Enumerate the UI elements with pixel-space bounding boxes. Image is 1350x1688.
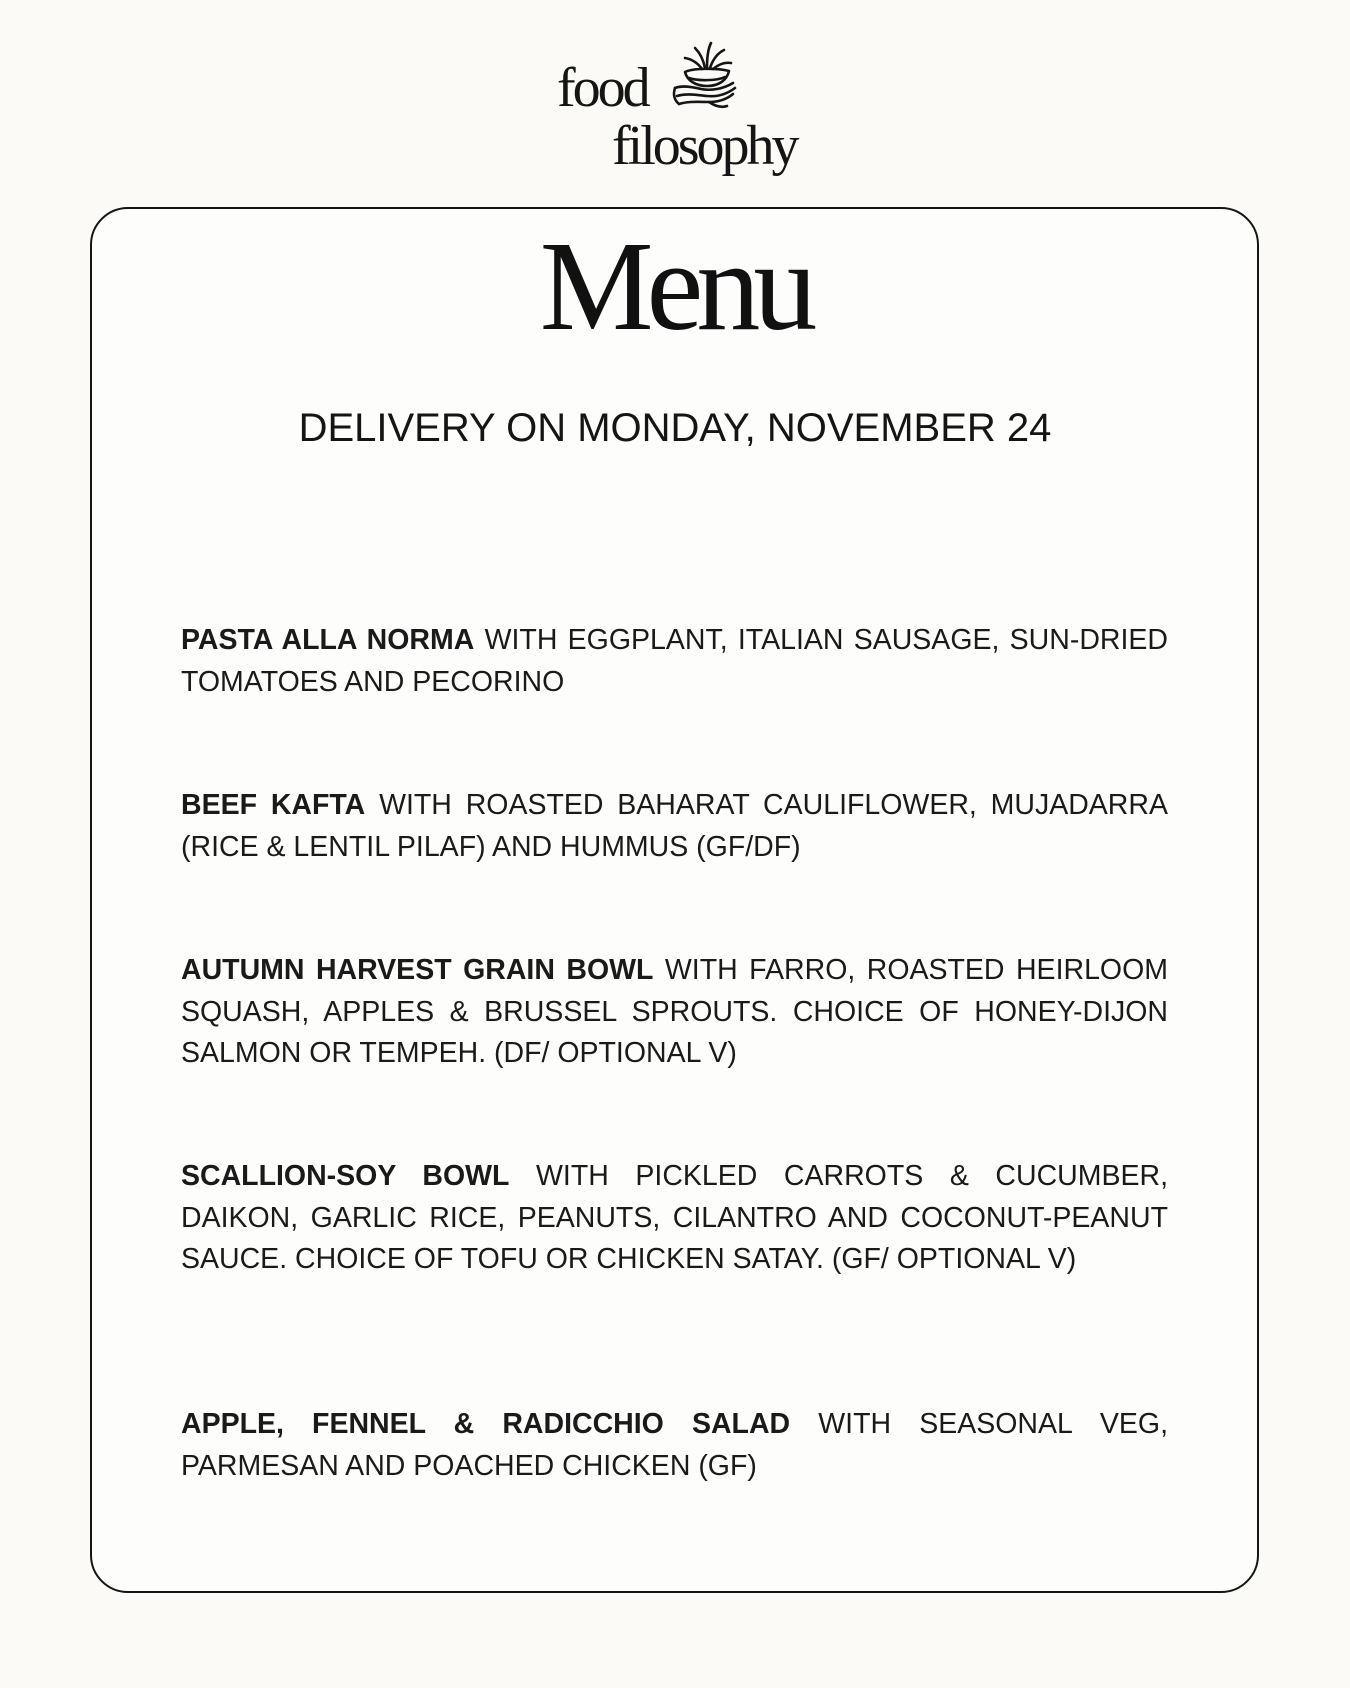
menu-item xyxy=(181,620,1168,703)
menu-item xyxy=(181,785,1168,868)
menu-item-name: SCALLION-SOY BOWL xyxy=(181,1160,510,1192)
menu-item xyxy=(181,1404,1168,1487)
menu-item-name: BEEF KAFTA xyxy=(181,789,366,821)
hand-holding-bowl-icon xyxy=(665,38,745,118)
menu-item-name: APPLE, FENNEL & RADICCHIO SALAD xyxy=(181,1408,791,1440)
brand-name-line1: food xyxy=(557,57,648,119)
menu-item-description: WITH ROASTED BAHARAT CAULIFLOWER, MUJADARRA (RICE & LENTIL PILAF) AND HUMMUS (GF/DF) xyxy=(181,789,1168,863)
menu-item xyxy=(181,1156,1168,1281)
menu-title: Menu xyxy=(539,215,811,357)
brand-logo xyxy=(555,38,795,178)
menu-item-description: WITH SEASONAL VEG, PARMESAN AND POACHED CHICKEN (GF) xyxy=(181,1408,1169,1482)
brand-name-line2: filosophy xyxy=(612,115,797,177)
menu-item-name: PASTA ALLA NORMA xyxy=(181,624,475,656)
menu-item xyxy=(181,950,1168,1075)
menu-item-description: WITH PICKLED CARROTS & CUCUMBER, DAIKON, GARLIC RICE, PEANUTS, CILANTRO AND COCONUT-PEANUT SAUCE. CHOICE OF TOFU OR CHICKEN SATAY. (GF/ OPTIONAL V) xyxy=(181,1160,1168,1275)
delivery-date: DELIVERY ON MONDAY, NOVEMBER 24 xyxy=(298,406,1052,450)
menu-item-description: WITH EGGPLANT, ITALIAN SAUSAGE, SUN-DRIED TOMATOES AND PECORINO xyxy=(181,624,1169,698)
menu-item-name: AUTUMN HARVEST GRAIN BOWL xyxy=(181,954,654,986)
menu-item-description: WITH FARRO, ROASTED HEIRLOOM SQUASH, APPLES & BRUSSEL SPROUTS. CHOICE OF HONEY-DIJON SALMON OR TEMPEH. (DF/ OPTIONAL V) xyxy=(181,954,1168,1069)
